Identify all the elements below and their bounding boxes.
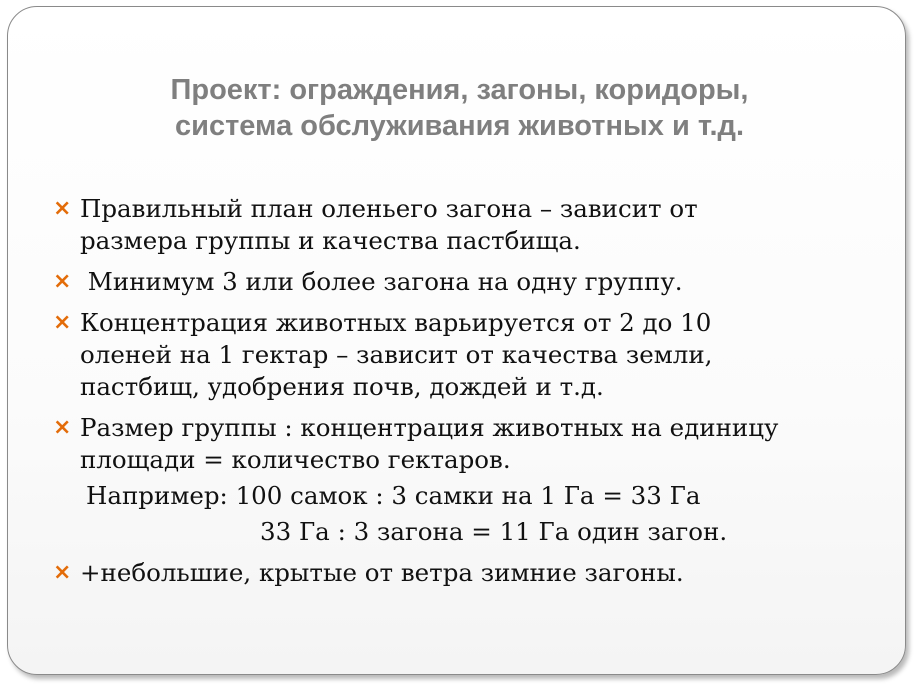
- bullet-list: [50, 193, 890, 598]
- orange-cross-icon: ×: [53, 269, 72, 294]
- bullet-item-1-line-2: размера группы и качества пастбища.: [80, 226, 581, 255]
- bullet-item-5-line-1: +небольшие, крытые от ветра зимние загоны.: [80, 558, 684, 587]
- slide-title-line-2: система обслуживания животных и т.д.: [174, 110, 745, 142]
- orange-cross-icon: ×: [53, 310, 72, 335]
- bullet-item-2-line-1: Минимум 3 или более загона на одну группу.: [80, 267, 683, 296]
- bullet-item-5: [50, 557, 890, 589]
- bullet-item-1: [50, 193, 890, 257]
- bullet-item-3-line-3: пастбищ, удобрения почв, дождей и т.д.: [80, 372, 604, 401]
- bullet-item-2: [50, 266, 890, 298]
- slide-title: [20, 72, 899, 144]
- orange-cross-icon: ×: [53, 560, 72, 585]
- bullet-item-3: [50, 307, 890, 403]
- example-line-2: 33 Га : 3 загона = 11 Га один загон.: [260, 517, 728, 546]
- example-line-1: Например: 100 самок : 3 самки на 1 Га = 33 Га: [86, 481, 701, 510]
- bullet-item-3-line-1: Концентрация животных варьируется от 2 до 10: [80, 308, 712, 337]
- slide-title-line-1: Проект: ограждения, загоны, коридоры,: [170, 74, 749, 106]
- bullet-item-3-line-2: оленей на 1 гектар – зависит от качества земли,: [80, 340, 713, 369]
- bullet-item-4-line-2: площади = количество гектаров.: [80, 445, 511, 474]
- bullet-item-1-line-1: Правильный план оленьего загона – зависит от: [80, 194, 698, 223]
- bullet-item-4: [50, 412, 890, 476]
- bullet-item-4-line-1: Размер группы : концентрация животных на единицу: [80, 413, 779, 442]
- orange-cross-icon: ×: [53, 415, 72, 440]
- orange-cross-icon: ×: [53, 196, 72, 221]
